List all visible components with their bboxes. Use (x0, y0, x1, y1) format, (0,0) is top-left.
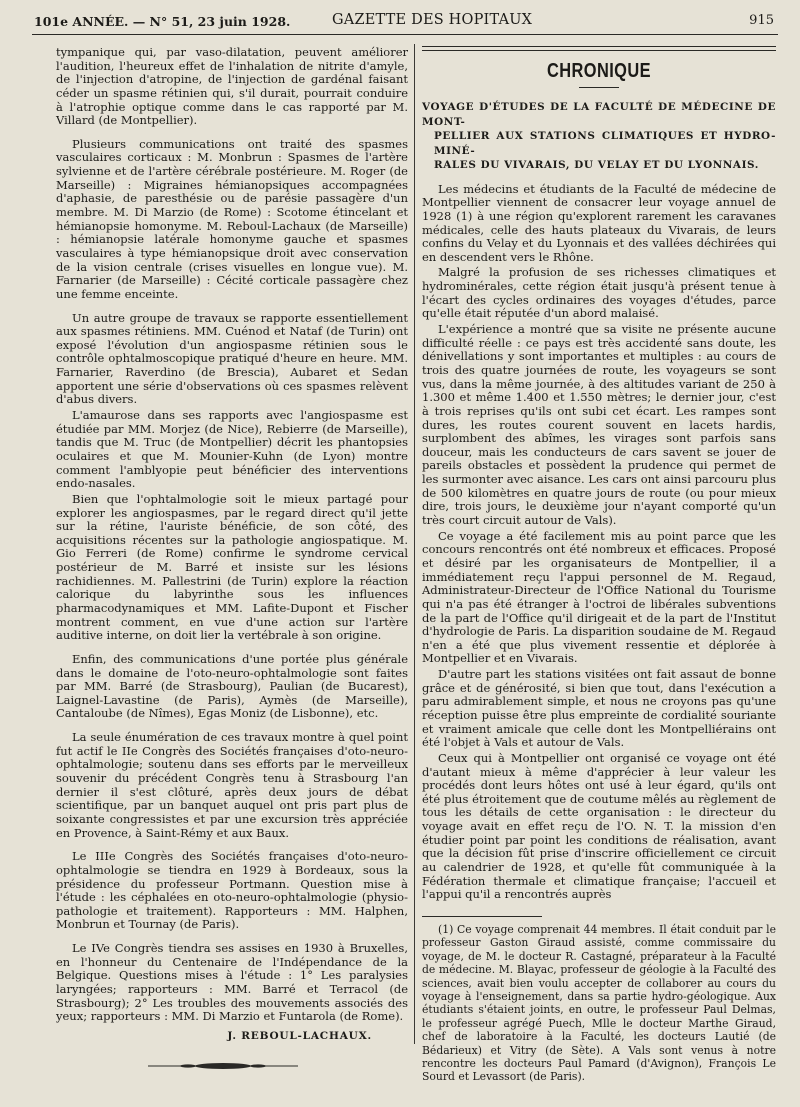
article-title-line: PELLIER AUX STATIONS CLIMATIQUES ET HYDRO-MINÉ- (434, 130, 776, 157)
journal-title: GAZETTE DES HOPITAUX (332, 12, 533, 28)
paragraph: Enfin, des communications d'une portée plus générale dans le domaine de l'oto-neuro-ophtalmologie sont faites par MM. Barré (de Strasbourg), Paulian (de Bucarest), Laignel-Lavastine (de Paris), Aymès (de Marseille), Cantaloube (de Nîmes), Egas Moniz (de Lisbonne), etc. (56, 651, 408, 721)
ornament-divider (148, 1062, 298, 1070)
article-title-line: RALES DU VIVARAIS, DU VELAY ET DU LYONNAIS. (434, 159, 759, 172)
paragraph: Malgré la profusion de ses richesses climatiques et hydrominérales, cette région était jusqu'à présent tenue à l'écart des cycles ordinaires des voyages d'études, parce qu'elle était réputée d'un abord malaisé. (422, 265, 776, 321)
paragraph: Plusieurs communications ont traité des spasmes vasculaires corticaux : M. Monbrun : Spasmes de l'artère sylvienne et de l'artère cérébrale postérieure. M. Roger (de Marseille) : Migraines hémianopsiques accompagnées d'aphasie, de paresthésie ou de parésie passagère d'un membre. M. Di Marzio (de Rome) : Scotome étincelant et hémianopsie homonyme. M. Reboul-Lachaux (de Marseille) : hémianopsie latérale homonyme gauche et spasmes vasculaires à type hémianopsique droit avec conservation de la vision centrale (crises visuelles en longue vue). M. Farnarier (de Marseille) : Cécité corticale passagère chez une femme enceinte. (56, 136, 408, 301)
paragraph: Le IVe Congrès tiendra ses assises en 1930 à Bruxelles, en l'honneur du Centenaire de l'Indépendance de la Belgique. Questions mises à l'étude : 1° Les paralysies laryngées; rapporteurs : MM. Barré et Terracol (de Strasbourg); 2° Les troubles des mouvements associés des yeux; rapporteurs : MM. Di Marzio et Funtarola (de Rome). (56, 941, 408, 1024)
paragraph: La seule énumération de ces travaux montre à quel point fut actif le IIe Congrès des Sociétés françaises d'oto-neuro-ophtalmologie; soutenu dans ses efforts par le merveilleux souvenir du précédent Congrès tenu à Strasbourg l'an dernier il s'est clôturé, après deux jours de débat scientifique, par un banquet auquel ont pris part plus de soixante congressistes et par une excursion très appréciée en Provence, à Saint-Rémy et aux Baux. (56, 730, 408, 840)
footnote: (1) Ce voyage comprenait 44 membres. Il était conduit par le professeur Gaston Giraud assisté, comme commissaire du voyage, de M. le docteur R. Castagné, préparateur à la Faculté de médecine. M. Blayac, professeur de géologie à la Faculté des sciences, avait bien voulu accepter de collaborer au cours du voyage à l'enseignement, dans sa partie hydro-géologique. Aux étudiants s'étaient joints, en outre, le professeur Paul Delmas, le professeur agrégé Puech, Mlle le docteur Marthe Giraud, chef de laboratoire à la Faculté, les docteurs Lautié (de Bédarieux) et Vitry (de Sète). A Vals sont venus à notre rencontre les docteurs Paul Pamard (d'Avignon), François Le Sourd et Levassort (de Paris). (422, 922, 776, 1084)
paragraph: Bien que l'ophtalmologie soit le mieux partagé pour explorer les angiospasmes, par le regard direct qu'il jette sur la rétine, l'auriste bénéficie, de son côté, des acquisitions récentes sur la pathologie angiospatique. M. Gio Ferreri (de Rome) confirme le syndrome cervical postérieur de M. Barré et insiste sur les lésions rachidiennes. M. Pallestrini (de Turin) explore la réaction calorique du labyrinthe sous les influences pharmacodynamiques et MM. Lafite-Dupont et Fischer montrent comment, en vue d'une action sur l'artère auditive interne, on doit lier la vertébrale à son origine. (56, 491, 408, 643)
paragraph: tympanique qui, par vaso-dilatation, peuvent améliorer l'audition, l'heureux effet de l'inhalation de nitrite d'amyle, de l'injection d'atropine, de l'injection de gardénal faisant céder un spasme rétinien qui, s'il durait, pourrait conduire à l'atrophie optique comme dans le cas rapporté par M. Villard (de Montpellier). (56, 45, 408, 128)
paragraph: D'autre part les stations visitées ont fait assaut de bonne grâce et de générosité, si bien que tout, dans l'exécution a paru admirablement simple, et nous ne croyons pas qu'une réception puisse être plus empreinte de cordialité souriante et vraiment amicale que celle dont les Montpelliérains ont été l'objet à Vals et autour de Vals. (422, 667, 776, 750)
right-column (422, 46, 776, 1086)
paragraph: L'amaurose dans ses rapports avec l'angiospasme est étudiée par MM. Morjez (de Nice), Rebierre (de Marseille), tandis que M. Truc (de Montpellier) décrit les phantopsies oculaires et que M. Mounier-Kuhn (de Lyon) montre comment l'amblyopie peut bénéficier des interventions endo-nasales. (56, 408, 408, 491)
paragraph: Un autre groupe de travaux se rapporte essentiellement aux spasmes rétiniens. MM. Cuénod et Nataf (de Turin) ont exposé l'évolution d'un angiospasme rétinien sous le contrôle ophtalmoscopique pratiqué d'heure en heure. MM. Farnarier, Raverdino (de Brescia), Aubaret et Sedan apportent une série d'observations où ces spasmes relèvent d'abus divers. (56, 310, 408, 407)
section-title: CHRONIQUE (547, 60, 651, 82)
paragraph: Ceux qui à Montpellier ont organisé ce voyage ont été d'autant mieux à même d'apprécier à leur valeur les procédés dont leurs hôtes ont usé à leur égard, qu'ils ont été plus étroitement que de coutume mêlés au règlement de tous les détails de cette organisation : le directeur du voyage avait en effet reçu de l'O. N. T. la mission d'en étudier point par point les conditions de réalisation, avant que la décision fût prise d'inscrire officiellement ce circuit au calendrier de 1928, et qu'elle fût communiquée à la Fédération thermale et climatique française; l'accueil et l'appui qu'il a rencontrés auprès (422, 750, 776, 902)
page-header (32, 8, 778, 35)
article-title-line: VOYAGE D'ÉTUDES DE LA FACULTÉ DE MÉDECINE DE MONT- (422, 101, 776, 128)
paragraph: Le IIIe Congrès des Sociétés françaises d'oto-neuro-ophtalmologie se tiendra en 1929 à Bordeaux, sous la présidence du professeur Portmann. Question mise à l'étude : les céphalées en oto-neuro-ophtalmologie (physio-pathologie et traitement). Rapporteurs : MM. Halphen, Monbrun et Tournay (de Paris). (56, 849, 408, 932)
issue-info: 101e ANNÉE. — N° 51, 23 juin 1928. (34, 14, 291, 29)
author-signature: J. REBOUL-LACHAUX. (227, 1029, 372, 1042)
paragraph: Ce voyage a été facilement mis au point parce que les concours rencontrés ont été nombreux et efficaces. Proposé et désiré par les organisateurs de Montpellier, il a immédiatement reçu l'appui personnel de M. Regaud, Administrateur-Directeur de l'Office National du Tourisme qui n'a pas été étranger à l'octroi de libérales subventions de la part de l'Office qu'il dirigeait et de la part de l'Institut d'hydrologie de Paris. La disparition soudaine de M. Regaud n'en a été que plus vivement ressentie et déplorée à Montpellier et en Vivarais. (422, 528, 776, 666)
column-divider (414, 44, 415, 1044)
paragraph: L'expérience a montré que sa visite ne présente aucune difficulté réelle : ce pays est très accidenté sans doute, les dénivellations y sont importantes et multiples : au cours de trois des quatre journées de route, les voyageurs se sont vus, dans la même journée, à des altitudes variant de 250 à 1.300 et même 1.400 et 1.550 mètres; le dernier jour, c'est à trois reprises qu'ils ont subi cet écart. Les rampes sont dures, les routes courent souvent en lacets hardis, surplombent des abîmes, les virages sont parfois sans douceur, mais les conducteurs de cars savent se jouer de pareils obstacles et possèdent la prudence qui permet de les surmonter avec aisance. Les cars ont ainsi parcouru plus de 500 kilomètres en quatre jours de route (ou pour mieux dire, trois jours, le deuxième jour n'ayant comporté qu'un très court circuit autour de Vals). (422, 322, 776, 528)
article-title (422, 100, 776, 173)
title-rule (579, 87, 619, 89)
section-rule (422, 46, 776, 51)
page-number: 915 (749, 13, 774, 28)
left-column (56, 46, 408, 1073)
footnote-rule (422, 916, 542, 917)
paragraph: Les médecins et étudiants de la Faculté de médecine de Montpellier viennent de consacrer leur voyage annuel de 1928 (1) à une région qu'explorent rarement les caravanes médicales, celle des hauts plateaux du Vivarais, de leurs confins du Velay et du Lyonnais et des vallées déchirées qui en descendent vers le Rhône. (422, 181, 776, 264)
